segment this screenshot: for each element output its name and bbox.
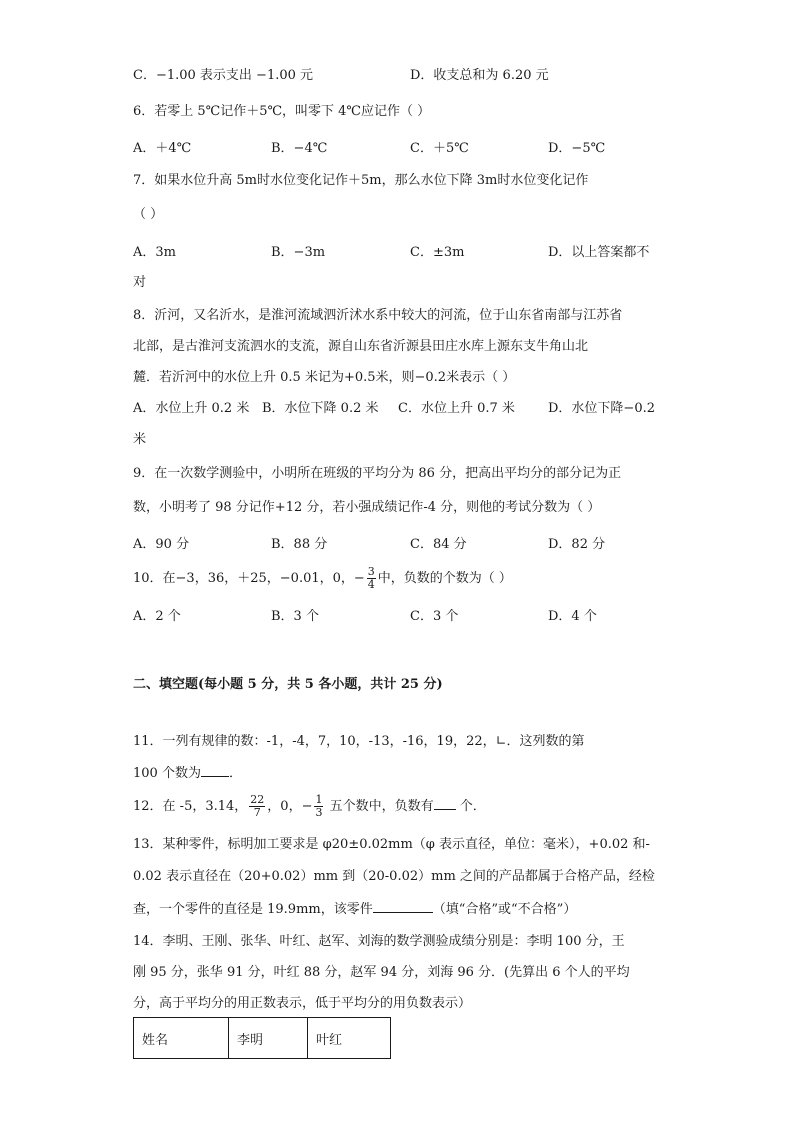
q11-line-1: 11．一列有规律的数：-1，-4，7，10，-13，-16，19，22，∟．这列数的第 <box>133 734 585 749</box>
q7-paren: （ ） <box>133 207 164 222</box>
q5-option-c: C．−1.00 表示支出 −1.00 元 <box>133 68 314 83</box>
q10-option-b: B．3 个 <box>271 609 319 624</box>
q9-line-2: 数，小明考了 98 分记作+12 分，若小强成绩记作-4 分，则他的考试分数为（ ） <box>133 500 601 515</box>
q7-option-d: D．以上答案都不 <box>548 245 650 260</box>
q12-after-before-blank: 五个数中，负数有 <box>325 799 434 814</box>
q8-line-1: 8．沂河，又名沂水，是淮河流域泗沂沭水系中较大的河流，位于山东省南部与江苏省 <box>133 308 623 323</box>
q8-option-c: C．水位上升 0.7 米 <box>398 401 515 416</box>
q10-stem-after: 中，负数的个数为（ ） <box>377 571 512 586</box>
q9-option-d: D．82 分 <box>548 537 606 552</box>
q7-stem: 7．如果水位升高 5m时水位变化记作＋5m，那么水位下降 3m时水位变化记作 <box>133 173 589 188</box>
q6-option-d: D．−5℃ <box>548 141 606 156</box>
q14-line-3: 分，高于平均分的用正数表示，低于平均分的用负数表示） <box>133 996 472 1011</box>
q12-fraction-2-numerator: 1 <box>315 793 323 806</box>
q12-fraction-2 <box>314 794 323 819</box>
q12-fraction-1-numerator: 22 <box>250 793 265 806</box>
q14-line-1: 14．李明、王刚、张华、叶红、赵军、刘海的数学测验成绩分别是：李明 100 分，王 <box>133 934 625 949</box>
q12-middle: ，0，− <box>267 799 313 814</box>
q9-line-1: 9．在一次数学测验中，小明所在班级的平均分为 86 分，把高出平均分的部分记为正 <box>133 466 622 481</box>
q13-line-3-before: 查，一个零件的直径是 19.9mm，该零件 <box>133 902 373 917</box>
q6-option-c: C．＋5℃ <box>410 141 469 156</box>
q7-option-d-continued: 对 <box>133 275 147 290</box>
q9-option-b: B．88 分 <box>271 537 328 552</box>
q7-option-c: C．±3m <box>410 245 465 260</box>
q8-option-d-continued: 米 <box>133 432 147 447</box>
q5-option-d: D．收支总和为 6.20 元 <box>410 68 549 83</box>
q10-stem-before: 10．在−3，36，＋25，−0.01，0，− <box>133 571 365 586</box>
q11-line-2-after: ． <box>228 766 242 781</box>
table-cell-name-header: 姓名 <box>134 1018 229 1059</box>
q10-stem <box>133 566 512 592</box>
q13-line-1: 13．某种零件，标明加工要求是 φ20±0.02mm（φ 表示直径，单位：毫米），+0.02 和- <box>133 837 650 852</box>
q12-stem <box>133 792 486 822</box>
q11-line-2-before: 100 个数为 <box>133 766 201 781</box>
q8-line-3: 麓．若沂河中的水位上升 0.5 米记为+0.5米，则−0.2米表示（ ） <box>133 370 516 385</box>
q6-option-b: B．−4℃ <box>271 141 328 156</box>
q12-fraction-1 <box>249 794 265 819</box>
q10-option-c: C．3 个 <box>410 609 459 624</box>
q14-score-table <box>133 1017 391 1059</box>
q6-option-a: A．＋4℃ <box>133 141 192 156</box>
q10-option-d: D．4 个 <box>548 609 597 624</box>
q12-answer-blank[interactable] <box>434 797 456 810</box>
q12-after-blank: 个． <box>455 799 486 814</box>
q13-answer-blank[interactable] <box>373 900 433 913</box>
q12-fraction-1-denominator: 7 <box>253 806 261 819</box>
q10-fraction-denominator: 4 <box>367 578 375 591</box>
q7-option-b: B．−3m <box>271 245 326 260</box>
q12-before: 12．在 -5，3.14， <box>133 799 248 814</box>
q13-line-3-after: （填“合格”或“不合格”） <box>432 902 577 917</box>
q12-fraction-2-denominator: 3 <box>315 806 323 819</box>
q10-fraction-numerator: 3 <box>367 565 375 578</box>
section-2-title: 二、填空题(每小题 5 分，共 5 各小题，共计 25 分) <box>133 677 443 692</box>
q13-line-3 <box>133 900 576 919</box>
q10-fraction <box>367 566 376 591</box>
q13-line-2: 0.02 表示直径在（20+0.02）mm 到（20-0.02）mm 之间的产品都属于合格产品，经检 <box>133 869 655 884</box>
table-row <box>134 1018 391 1059</box>
q14-line-2: 刚 95 分，张华 91 分，叶红 88 分，赵军 94 分，刘海 96 分．(先算出 6 个人的平均 <box>133 965 630 980</box>
q11-line-2 <box>133 764 242 783</box>
q10-option-a: A．2 个 <box>133 609 181 624</box>
q8-line-2: 北部，是古淮河支流泗水的支流，源自山东省沂源县田庄水库上源东支牛角山北 <box>133 339 589 354</box>
q8-option-b: B．水位下降 0.2 米 <box>262 401 379 416</box>
q8-option-d: D．水位下降−0.2 <box>548 401 655 416</box>
q9-option-c: C．84 分 <box>410 537 467 552</box>
q8-option-a: A．水位上升 0.2 米 <box>133 401 250 416</box>
table-cell-ye-hong: 叶红 <box>308 1018 391 1059</box>
q9-option-a: A．90 分 <box>133 537 190 552</box>
q11-answer-blank[interactable] <box>201 764 229 777</box>
q6-stem: 6．若零上 5℃记作＋5℃，叫零下 4℃应记作（ ） <box>133 104 431 119</box>
table-cell-li-ming: 李明 <box>229 1018 308 1059</box>
q7-option-a: A．3m <box>133 245 176 260</box>
